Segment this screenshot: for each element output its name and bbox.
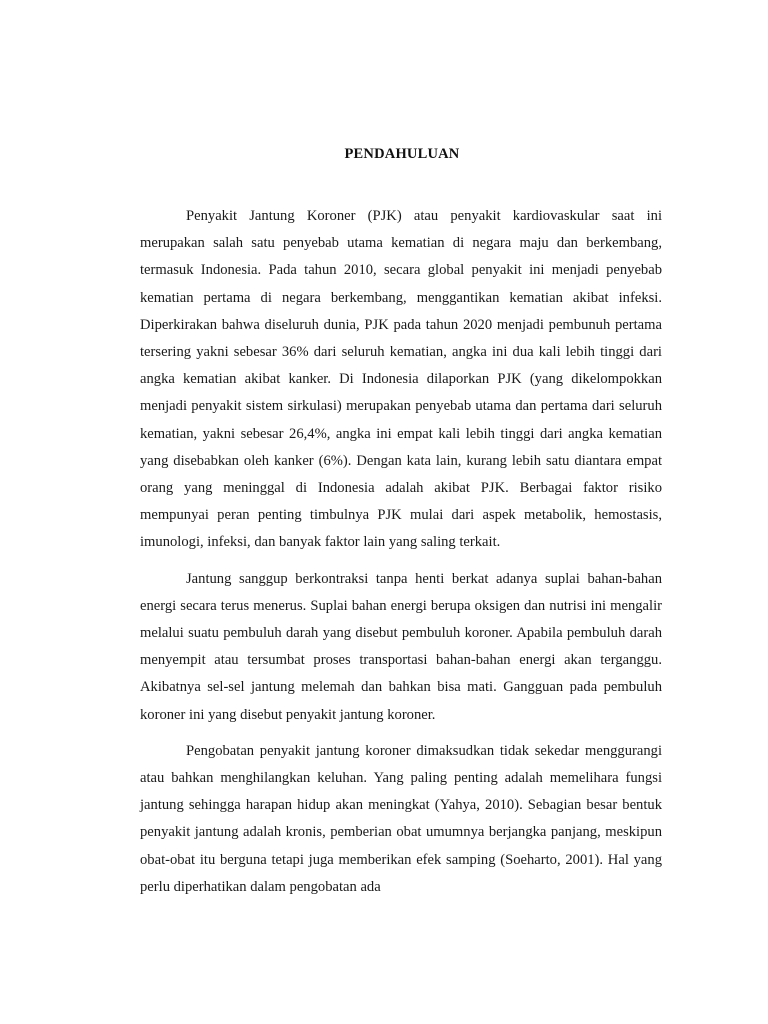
paragraph-3: Pengobatan penyakit jantung koroner dimaksudkan tidak sekedar menggurangi atau bahkan menghilangkan keluhan. Yang paling penting adalah memelihara fungsi jantung sehingga harapan hidup akan meningkat (Yahya, 2010). Sebagian besar bentuk penyakit jantung adalah kronis, pemberian obat umumnya berjangka panjang, meskipun obat-obat itu berguna tetapi juga memberikan efek samping (Soeharto, 2001). Hal yang perlu diperhatikan dalam pengobatan ada — [140, 742, 662, 895]
page-title: PENDAHULUAN — [344, 146, 460, 162]
body-text — [140, 203, 662, 901]
paragraph-1: Penyakit Jantung Koroner (PJK) atau penyakit kardiovaskular saat ini merupakan salah satu penyebab utama kematian di negara maju dan berkembang, termasuk Indonesia. Pada tahun 2010, secara global penyakit ini menjadi penyebab kematian pertama di negara berkembang, menggantikan kematian akibat infeksi. Diperkirakan bahwa diseluruh dunia, PJK pada tahun 2020 menjadi pembunuh pertama tersering yakni sebesar 36% dari seluruh kematian, angka ini dua kali lebih tinggi dari angka kematian akibat kanker. Di Indonesia dilaporkan PJK (yang dikelompokkan menjadi penyakit sistem sirkulasi) merupakan penyebab utama dan pertama dari seluruh kematian, yakni sebesar 26,4%, angka ini empat kali lebih tinggi dari angka kematian yang disebabkan oleh kanker (6%). Dengan kata lain, kurang lebih satu diantara empat orang yang meninggal di Indonesia adalah akibat PJK. Berbagai faktor risiko mempunyai peran penting timbulnya PJK mulai dari aspek metabolik, hemostasis, imunologi, infeksi, dan banyak faktor lain yang saling terkait. — [140, 208, 662, 551]
paragraph-2: Jantung sanggup berkontraksi tanpa henti berkat adanya suplai bahan-bahan energi secara terus menerus. Suplai bahan energi berupa oksigen dan nutrisi ini mengalir melalui suatu pembuluh darah yang disebut pembuluh koroner. Apabila pembuluh darah menyempit atau tersumbat proses transportasi bahan-bahan energi akan terganggu. Akibatnya sel-sel jantung melemah dan bahkan bisa mati. Gangguan pada pembuluh koroner ini yang disebut penyakit jantung koroner. — [140, 570, 662, 723]
